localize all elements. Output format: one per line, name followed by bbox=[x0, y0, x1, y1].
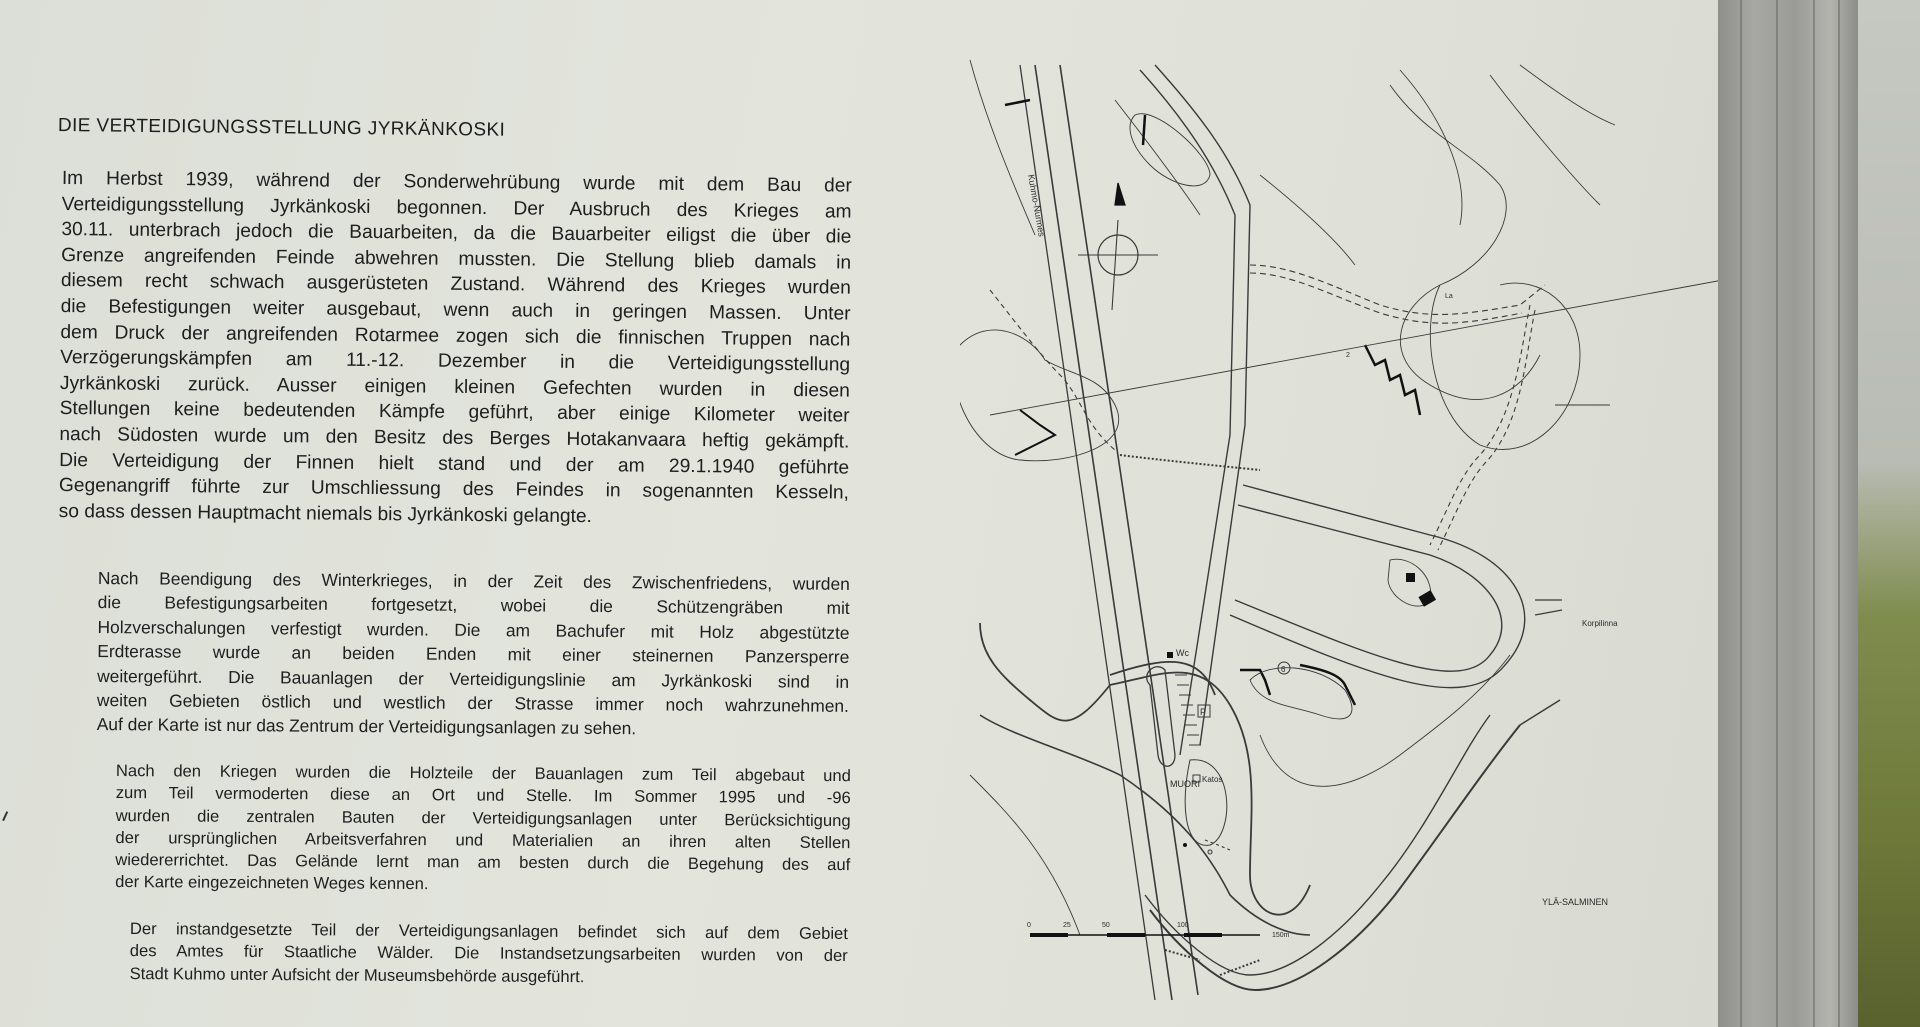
scale-label: 100 bbox=[1177, 922, 1189, 929]
text-line: dem Druck der angreifenden Rotarmee zogen sich die finnischen Truppen nach bbox=[60, 321, 851, 351]
text-line: Verteidigungsstellung Jyrkänkoski begonnen. Der Ausbruch des Krieges am bbox=[61, 193, 852, 223]
site-map bbox=[960, 55, 1750, 1005]
text-line: Verzögerungskämpfen am 11.-12. Dezember in die Verteidigungsstellung bbox=[60, 347, 851, 376]
main-road-center bbox=[1035, 65, 1172, 1000]
trail bbox=[1438, 310, 1535, 550]
text-line: der ursprünglichen Arbeitsverfahren und Materialien an ihren alten Stellen bbox=[115, 827, 851, 853]
contour-line bbox=[1400, 70, 1462, 225]
lake-shore bbox=[980, 715, 1310, 935]
trail bbox=[1250, 273, 1522, 323]
trench bbox=[1365, 345, 1420, 415]
wc-icon bbox=[1167, 652, 1173, 658]
contour-line bbox=[1520, 65, 1615, 125]
scale-label: 150m bbox=[1272, 932, 1290, 939]
river-bank bbox=[1520, 700, 1560, 725]
trench bbox=[1240, 670, 1270, 695]
trench bbox=[1300, 665, 1355, 705]
board-scratch bbox=[2, 811, 12, 823]
ring-road bbox=[1235, 505, 1502, 671]
text-line: diesem recht schwach ausgerüsteten Zustand. Während des Krieges wurden bbox=[60, 270, 851, 299]
katos-label: Katos bbox=[1202, 775, 1223, 784]
text-line: wurden die zentralen Bauten der Verteidigungsanlagen unter Berücksichtigung bbox=[115, 805, 851, 830]
text-line: die Befestigungen weiter ausgebaut, wenn auch in geringen Massen. Unter bbox=[60, 295, 851, 325]
lake-shore bbox=[980, 623, 1310, 915]
scale-label: 50 bbox=[1102, 922, 1110, 929]
sign-title: DIE VERTEIDIGUNGSSTELLUNG JYRKÄNKOSKI bbox=[57, 115, 506, 141]
hill-contour bbox=[1130, 114, 1210, 186]
contour-line bbox=[1490, 75, 1600, 205]
katos-loop bbox=[1185, 760, 1227, 846]
trench bbox=[1143, 115, 1145, 145]
text-line: Stellungen keine bedeutenden Kämpfe geführt, aber einige Kilometer weiter bbox=[59, 398, 850, 427]
paragraph-3 bbox=[115, 760, 851, 899]
background-vegetation bbox=[1858, 0, 1920, 1027]
text-line: Holzverschalungen verfestigt wurden. Die am Bachufer mit Holz abgestützte bbox=[97, 616, 850, 643]
contour-line bbox=[970, 60, 1035, 235]
text-line: weitergeführt. Die Bauanlagen der Verteidigungslinie am Jyrkänkoski sind in bbox=[97, 665, 850, 692]
marker-la-label: La bbox=[1445, 293, 1453, 300]
text-line: nach Südosten wurde um den Besitz des Berges Hotakanvaara heftig gekämpft. bbox=[59, 423, 850, 453]
river-bank bbox=[1150, 725, 1520, 990]
text-line: Jyrkänkoski zurück. Ausser einigen kleinen Gefechten wurden in diesen bbox=[59, 372, 850, 402]
text-line: des Amtes für Staatliche Wälder. Die Instandsetzungsarbeiten wurden von der bbox=[129, 941, 848, 966]
north-arrow-icon bbox=[1078, 183, 1158, 310]
text-line: Nach den Kriegen wurden die Holzteile der Bauanlagen zum Teil abgebaut und bbox=[115, 761, 851, 786]
text-line: Stadt Kuhmo unter Aufsicht der Museumsbehörde ausgeführt. bbox=[129, 963, 585, 986]
river-bank bbox=[1260, 655, 1510, 786]
river-bank bbox=[970, 775, 1080, 935]
text-line: Erdterasse wurde an beiden Enden mit einer steinernen Panzersperre bbox=[97, 641, 850, 668]
parking-label: P bbox=[1200, 707, 1207, 717]
text-line: wiedererrichtet. Das Gelände lernt man am besten durch die Begehung des auf bbox=[115, 850, 851, 875]
text-line: 30.11. unterbrach jedoch die Bauarbeiten, da die Bauarbeiter eiligst die über die bbox=[61, 219, 852, 248]
text-line: so dass dessen Hauptmacht niemals bis Jyrkänkoski gelangte. bbox=[58, 500, 593, 527]
text-line: Nach Beendigung des Winterkrieges, in der Zeit des Zwischenfriedens, wurden bbox=[97, 567, 850, 594]
river-bank bbox=[1220, 960, 1260, 975]
text-line: Auf der Karte ist nur das Zentrum der Verteidigungsanlagen zu sehen. bbox=[96, 714, 637, 739]
trail bbox=[1430, 305, 1530, 545]
ring-road bbox=[1230, 485, 1525, 688]
scale-label: 25 bbox=[1063, 922, 1071, 929]
wc-label: Wc bbox=[1176, 648, 1189, 658]
place-label-korpilinna: Korpilinna bbox=[1582, 619, 1618, 628]
trail bbox=[1250, 265, 1545, 314]
hill-contour bbox=[1430, 283, 1580, 449]
road-label: Kuhmo-Nurmes bbox=[1026, 173, 1047, 238]
main-road-right-edge bbox=[1060, 65, 1198, 995]
marker-2-label: 2 bbox=[1346, 352, 1350, 359]
paragraph-2 bbox=[97, 566, 850, 743]
text-line: die Befestigungsarbeiten fortgesetzt, wobei die Schützengräben mit bbox=[97, 592, 850, 619]
text-line: weiten Gebieten östlich und westlich der Strasse immer noch wahrzunehmen. bbox=[96, 690, 850, 716]
korpilinna-building bbox=[1418, 590, 1436, 607]
text-line: Im Herbst 1939, während der Sonderwehrübung wurde mit dem Bau der bbox=[61, 167, 852, 197]
text-line: Gegenangriff führte zur Umschliessung des Feindes in sogenannten Kesseln, bbox=[58, 475, 849, 504]
paragraph-1 bbox=[59, 166, 852, 532]
text-line: Der instandgesetzte Teil der Verteidigungsanlagen befindet sich auf dem Gebiet bbox=[129, 919, 848, 944]
scale-label: 0 bbox=[1027, 922, 1031, 929]
contour-line bbox=[1260, 175, 1355, 265]
place-label-muori: MUORI bbox=[1170, 779, 1200, 789]
contour-line bbox=[1390, 85, 1540, 399]
lake-shore bbox=[1110, 662, 1215, 695]
contour-line bbox=[1115, 100, 1200, 215]
text-line: zum Teil vermoderten diese an Ort und Stelle. Im Sommer 1995 und -96 bbox=[115, 783, 851, 808]
wooden-post bbox=[1718, 0, 1858, 1027]
trench bbox=[1015, 410, 1055, 455]
marker-6-label: 6 bbox=[1281, 665, 1286, 674]
text-line: Die Verteidigung der Finnen hielt stand und der am 29.1.1940 geführte bbox=[59, 449, 850, 479]
text-line: Grenze angreifenden Feinde abwehren mussten. Die Stellung blieb damals in bbox=[61, 244, 852, 274]
text-line: der Karte eingezeichneten Weges kennen. bbox=[115, 872, 429, 894]
korpilinna-building bbox=[1406, 573, 1415, 582]
paragraph-4 bbox=[130, 918, 848, 990]
place-label-yla-salminen: YLÄ-SALMINEN bbox=[1542, 897, 1609, 907]
service-road bbox=[1155, 65, 1250, 745]
grid-line bbox=[990, 275, 1750, 415]
